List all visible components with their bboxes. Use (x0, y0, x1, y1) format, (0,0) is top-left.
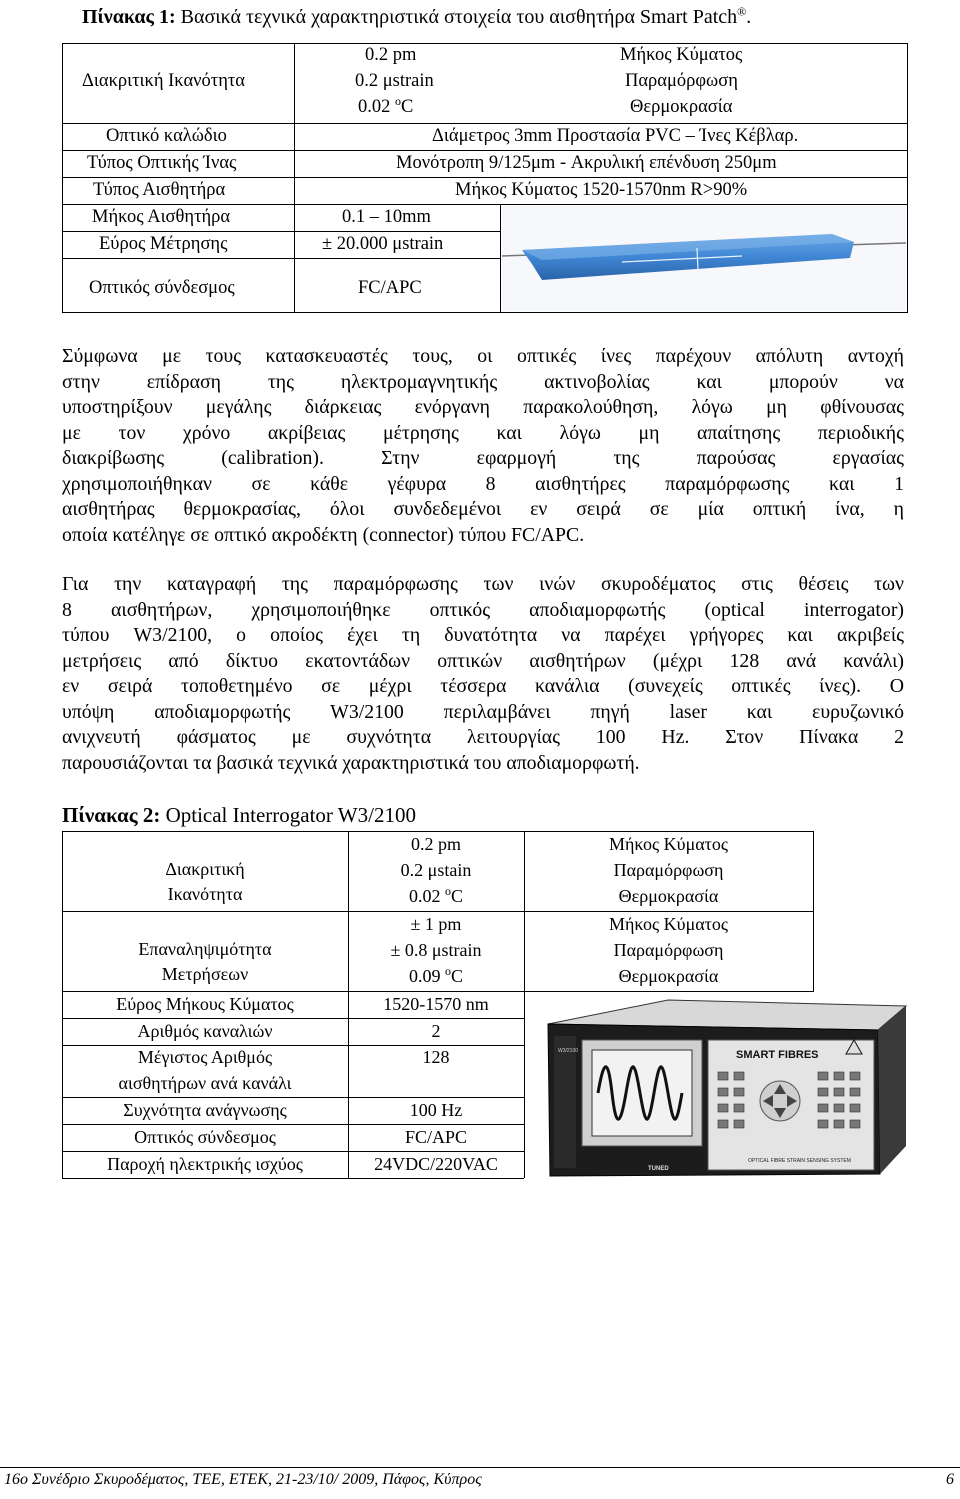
table1-caption-text: Βασικά τεχνικά χαρακτηριστικά στοιχεία του αισθητήρα Smart Patch (175, 6, 738, 28)
t2-res2-value: 0.2 μstain (400, 860, 472, 880)
device-dpad (760, 1081, 800, 1121)
t2-max-label-2: αισθητήρων ανά κανάλι (118, 1073, 292, 1093)
smart-patch-sensor-image (502, 206, 906, 311)
t1-sensor-len-value: 0.1 – 10mm (342, 207, 431, 227)
t1-sensor-len-label: Μήκος Αισθητήρα (92, 207, 231, 227)
t1-fiber-value: Μονότροπη 9/125μm - Ακρυλική επένδυση 250μm (396, 153, 777, 173)
device-brand: SMART FIBRES (736, 1049, 819, 1061)
t2-conn-value: FC/APC (404, 1127, 468, 1147)
t2-rep1-desc: Μήκος Κύματος (608, 914, 729, 934)
t2-rep-label-1: Επαναληψιμότητα (138, 939, 272, 959)
t2-max-label-1: Μέγιστος Αριθμός (137, 1047, 273, 1067)
p2-line: 8 αισθητήρων, χρησιμοποιήθηκε οπτικός αποδιαμορφωτής (optical interrogator) (62, 598, 904, 621)
p1-line: στην επίδραση της ηλεκτρομαγνητικής ακτινοβολίας και μπορούν να (62, 370, 904, 393)
page-number: 6 (946, 1471, 954, 1488)
p1-line: αισθητήρας θερμοκρασίας, όλοι συνδεδεμένοι εν σειρά σε μία οπτική ίνα, η (62, 498, 904, 520)
t2-max-value: 128 (422, 1047, 450, 1067)
device-model-label: W3/2100 (558, 1048, 579, 1054)
device-bottom-text: OPTICAL FIBRE STRAIN SENSING SYSTEM (748, 1158, 851, 1164)
p1-line: οποία κατέληγε σε οπτικό ακροδέκτη (connector) τύπου FC/APC. (62, 523, 585, 546)
footer-text: 16ο Συνέδριο Σκυροδέματος, ΤΕΕ, ΕΤΕΚ, 21-23/10/ 2009, Πάφος, Κύπρος (4, 1471, 482, 1488)
t2-res1-value: 0.2 pm (410, 834, 461, 854)
p2-line: ανιχνευτή φάσματος με συχνότητα λειτουργίας 100 Hz. Στον Πίνακα 2 (62, 726, 904, 748)
t1-range-label: Εύρος Μέτρησης (99, 234, 228, 254)
t2-rep1-value: ± 1 pm (410, 914, 462, 934)
p1-line: χρησιμοποιήθηκαν σε κάθε γέφυρα 8 αισθητήρες παραμόρφωσης και 1 (62, 472, 904, 495)
t1-resolution-label: Διακριτική Ικανότητα (82, 71, 245, 91)
p1-line: με τον χρόνο ακρίβειας μέτρησης και λόγω μη απαίτησης περιοδικής (62, 421, 904, 444)
t1-sensor-type-label: Τύπος Αισθητήρα (93, 180, 226, 200)
device-tuned-label: TUNED (648, 1166, 669, 1172)
table1-caption-end: . (746, 6, 752, 28)
t2-freq-value: 100 Hz (409, 1100, 463, 1120)
t1-connector-label: Οπτικός σύνδεσμος (89, 278, 235, 298)
footer-rule (0, 1467, 960, 1468)
t2-rep2-desc: Παραμόρφωση (613, 940, 724, 960)
t2-power-value: 24VDC/220VAC (374, 1154, 498, 1174)
t2-res3-value: 0.02 $^o$C (408, 884, 463, 906)
t2-rep-label-2: Μετρήσεων (161, 964, 249, 984)
p2-line: τύπου W3/2100, ο οποίος έχει τη δυνατότητα να παρέχει γρήγορες και ακριβείς (62, 624, 904, 646)
p2-line: εν σειρά τοποθετημένο σε μέχρι τέσσερα κανάλια (συνεχείς οπτικές ίνες). Ο (62, 675, 904, 697)
t1-range-value: ± 20.000 μstrain (322, 234, 444, 254)
p2-line: υπόψη αποδιαμορφωτής W3/2100 περιλαμβάνει πηγή laser και ευρυζωνικό (62, 700, 904, 723)
table2-caption-text: Optical Interrogator W3/2100 (160, 803, 416, 827)
t1-connector-value: FC/APC (358, 278, 422, 298)
t2-rep3-value: 0.09 $^o$C (408, 964, 463, 986)
t2-ch-value: 2 (431, 1021, 441, 1041)
table1-caption (82, 6, 751, 29)
t1-res2-value: 0.2 μstrain (355, 71, 434, 91)
t1-cable-label: Οπτικό καλώδιο (106, 126, 227, 146)
registered-mark: ® (737, 4, 747, 19)
t2-ch-label: Αριθμός καναλιών (137, 1021, 273, 1041)
t2-res1-desc: Μήκος Κύματος (608, 834, 729, 854)
t1-res1-value: 0.2 pm (365, 45, 417, 65)
t1-fiber-label: Τύπος Οπτικής Ίνας (87, 153, 237, 173)
t2-res2-desc: Παραμόρφωση (613, 860, 724, 880)
t1-cable-value: Διάμετρος 3mm Προστασία PVC – Ίνες Κέβλαρ. (432, 126, 799, 146)
t1-res3-desc: Θερμοκρασία (630, 97, 733, 117)
t1-res2-desc: Παραμόρφωση (625, 71, 738, 91)
table2-caption-label: Πίνακας 2: (62, 803, 161, 827)
paragraph-2 (62, 572, 904, 776)
t2-wl-label: Εύρος Μήκους Κύματος (116, 994, 294, 1014)
table2-caption (62, 803, 416, 828)
t1-sensor-type-value: Μήκος Κύματος 1520-1570nm R>90% (455, 180, 748, 200)
t1-res3-value: 0.02 $^o$C (358, 93, 414, 117)
t2-rep3-desc: Θερμοκρασία (618, 966, 719, 986)
t1-res1-desc: Μήκος Κύματος (620, 45, 743, 65)
t2-power-label: Παροχή ηλεκτρικής ισχύος (107, 1154, 303, 1174)
t2-freq-label: Συχνότητα ανάγνωσης (123, 1100, 287, 1120)
t2-res-label-2: Ικανότητα (167, 884, 243, 904)
p2-line: μετρήσεις από δίκτυο εκατοντάδων οπτικών αισθητήρων (μέχρι 128 ανά κανάλι) (62, 649, 904, 672)
t2-res3-desc: Θερμοκρασία (618, 886, 719, 906)
t2-conn-label: Οπτικός σύνδεσμος (134, 1127, 276, 1147)
p1-line: υποστηρίξουν μεγάλης διάρκειας ενόργανη παρακολούθηση, λόγω μη φθίνουσας (62, 396, 904, 418)
t2-rep2-value: ± 0.8 μstrain (390, 940, 482, 960)
interrogator-device-image (528, 996, 908, 1182)
p2-line: παρουσιάζονται τα βασικά τεχνικά χαρακτηριστικά του αποδιαμορφωτή. (62, 751, 640, 774)
table1-caption-label: Πίνακας 1: (82, 6, 176, 28)
t2-wl-value: 1520-1570 nm (383, 994, 489, 1014)
p1-line: διακρίβωσης (calibration). Στην εφαρμογή της παρούσας εργασίας (62, 447, 904, 469)
t2-res-label-1: Διακριτική (165, 859, 245, 879)
p1-line: Σύμφωνα με τους κατασκευαστές τους, οι οπτικές ίνες παρέχουν απόλυτη αντοχή (62, 345, 904, 367)
p2-line: Για την καταγραφή της παραμόρφωσης των ινών σκυροδέματος στις θέσεις των (62, 573, 904, 595)
paragraph-1 (62, 344, 904, 548)
